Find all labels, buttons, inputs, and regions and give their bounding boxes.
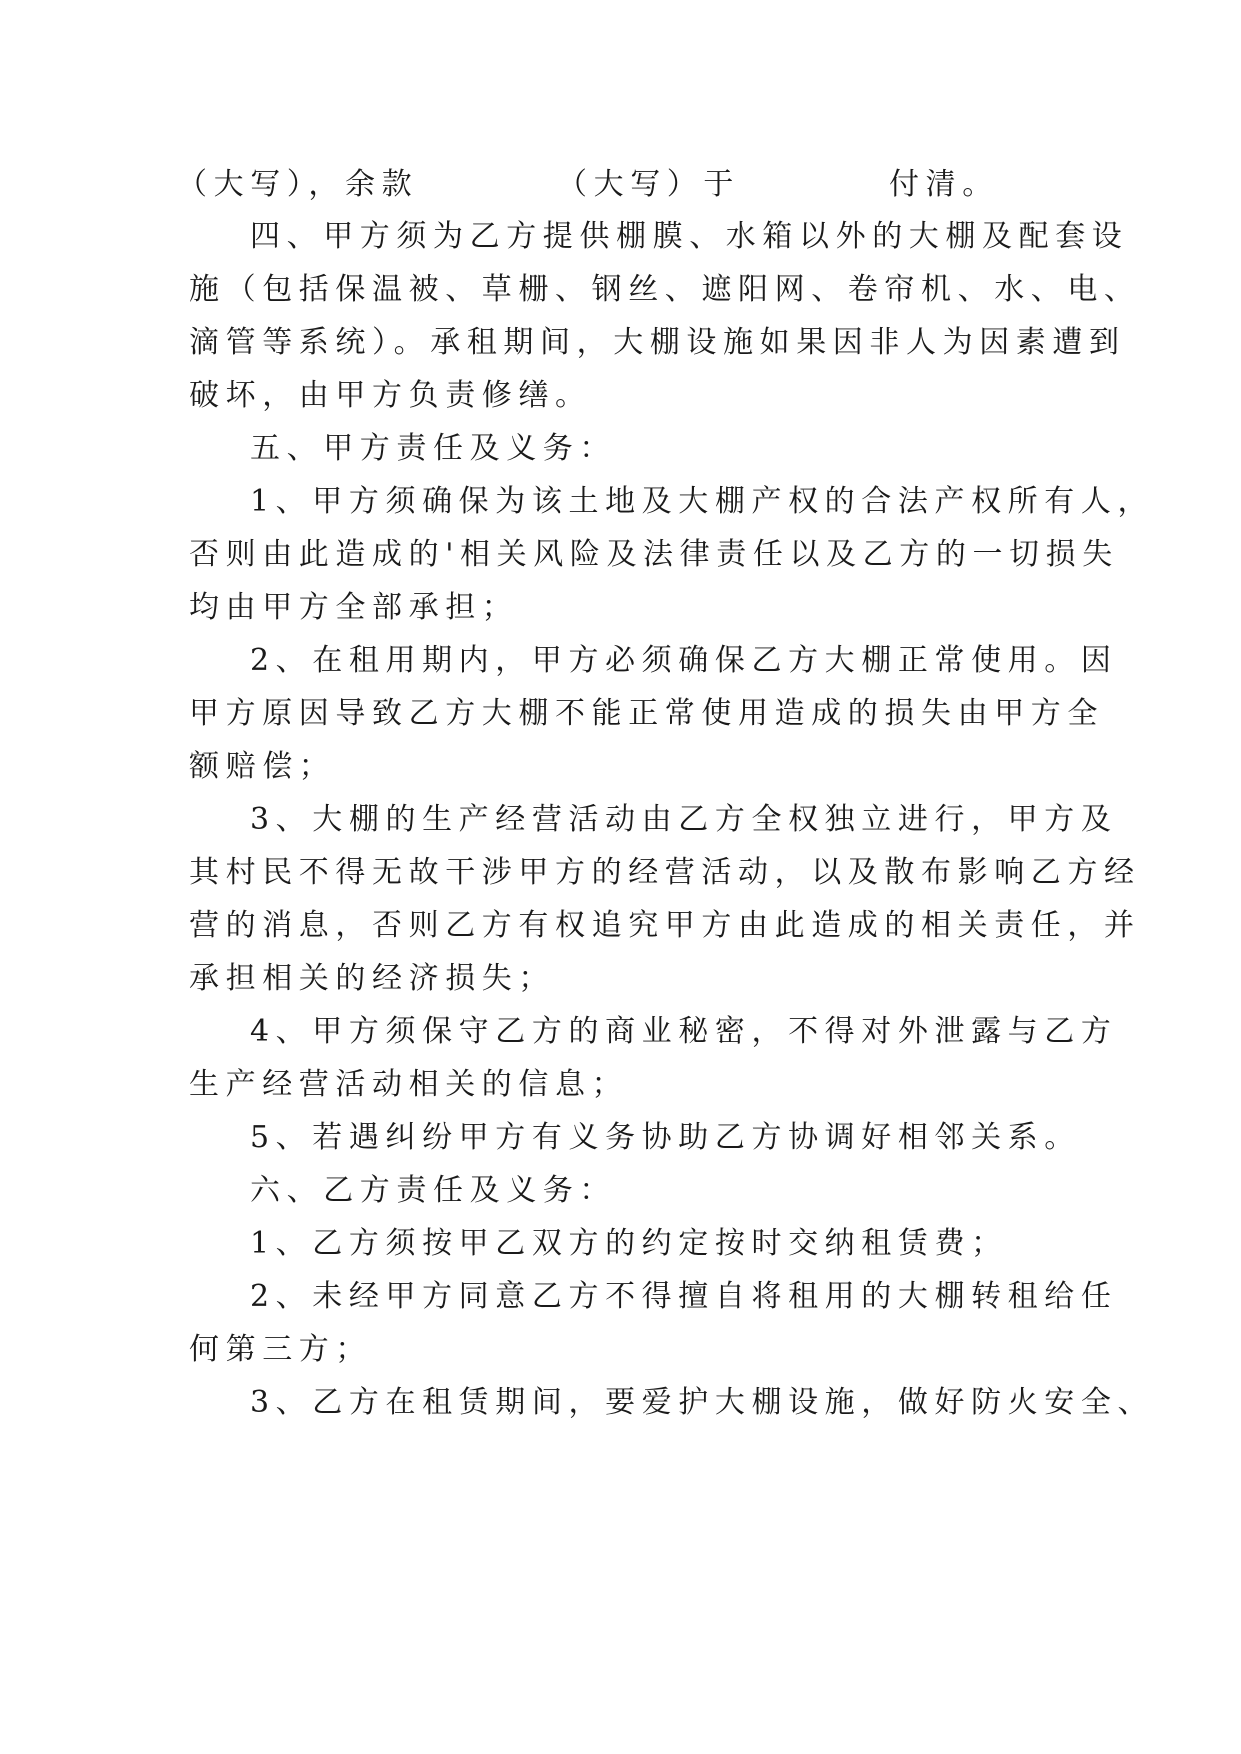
text-line: 3、大棚的生产经营活动由乙方全权独立进行，甲方及 (250, 802, 1118, 837)
text-line: 2、未经甲方同意乙方不得擅自将租用的大棚转租给任 (250, 1279, 1118, 1314)
text-line: 承担相关的经济损失； (189, 961, 555, 996)
text-line: 施（包括保温被、草栅、钢丝、遮阳网、卷帘机、水、电、 (189, 272, 1141, 307)
text-line: 滴管等系统）。承租期间，大棚设施如果因非人为因素遭到 (189, 325, 1126, 360)
text-line: 破坏，由甲方负责修缮。 (189, 378, 592, 413)
text-line: 否则由此造成的'相关风险及法律责任以及乙方的一切损失 (189, 537, 1119, 572)
text-line: 甲方原因导致乙方大棚不能正常使用造成的损失由甲方全 (189, 696, 1104, 731)
text-line: 其村民不得无故干涉甲方的经营活动，以及散布影响乙方经 (189, 855, 1141, 890)
text-segment: 付清。 (889, 167, 999, 202)
text-line: 1、乙方须按甲乙双方的约定按时交纳租赁费； (250, 1226, 1008, 1261)
text-line: 四、甲方须为乙方提供棚膜、水箱以外的大棚及配套设 (250, 219, 1129, 254)
text-line: 生产经营活动相关的信息； (189, 1067, 629, 1102)
text-line: 4、甲方须保守乙方的商业秘密，不得对外泄露与乙方 (250, 1014, 1118, 1049)
text-segment: （大写），余款 (177, 167, 419, 202)
text-line: 2、在租用期内，甲方必须确保乙方大棚正常使用。因 (250, 643, 1118, 678)
text-line: 六、乙方责任及义务： (250, 1173, 616, 1208)
text-line: 3、乙方在租赁期间，要爱护大棚设施，做好防火安全、 (250, 1385, 1155, 1420)
text-line: 额赔偿； (189, 749, 336, 784)
text-line: 五、甲方责任及义务： (250, 431, 616, 466)
text-line: 1、甲方须确保为该土地及大棚产权的合法产权所有人， (250, 484, 1155, 519)
text-line (177, 165, 999, 205)
text-line: 何第三方； (189, 1332, 372, 1367)
text-line: 均由甲方全部承担； (189, 590, 519, 625)
text-line: 营的消息，否则乙方有权追究甲方由此造成的相关责任，并 (189, 908, 1141, 943)
text-segment: （大写）于 (557, 167, 740, 202)
text-line: 5、若遇纠纷甲方有义务协助乙方协调好相邻关系。 (250, 1120, 1081, 1155)
